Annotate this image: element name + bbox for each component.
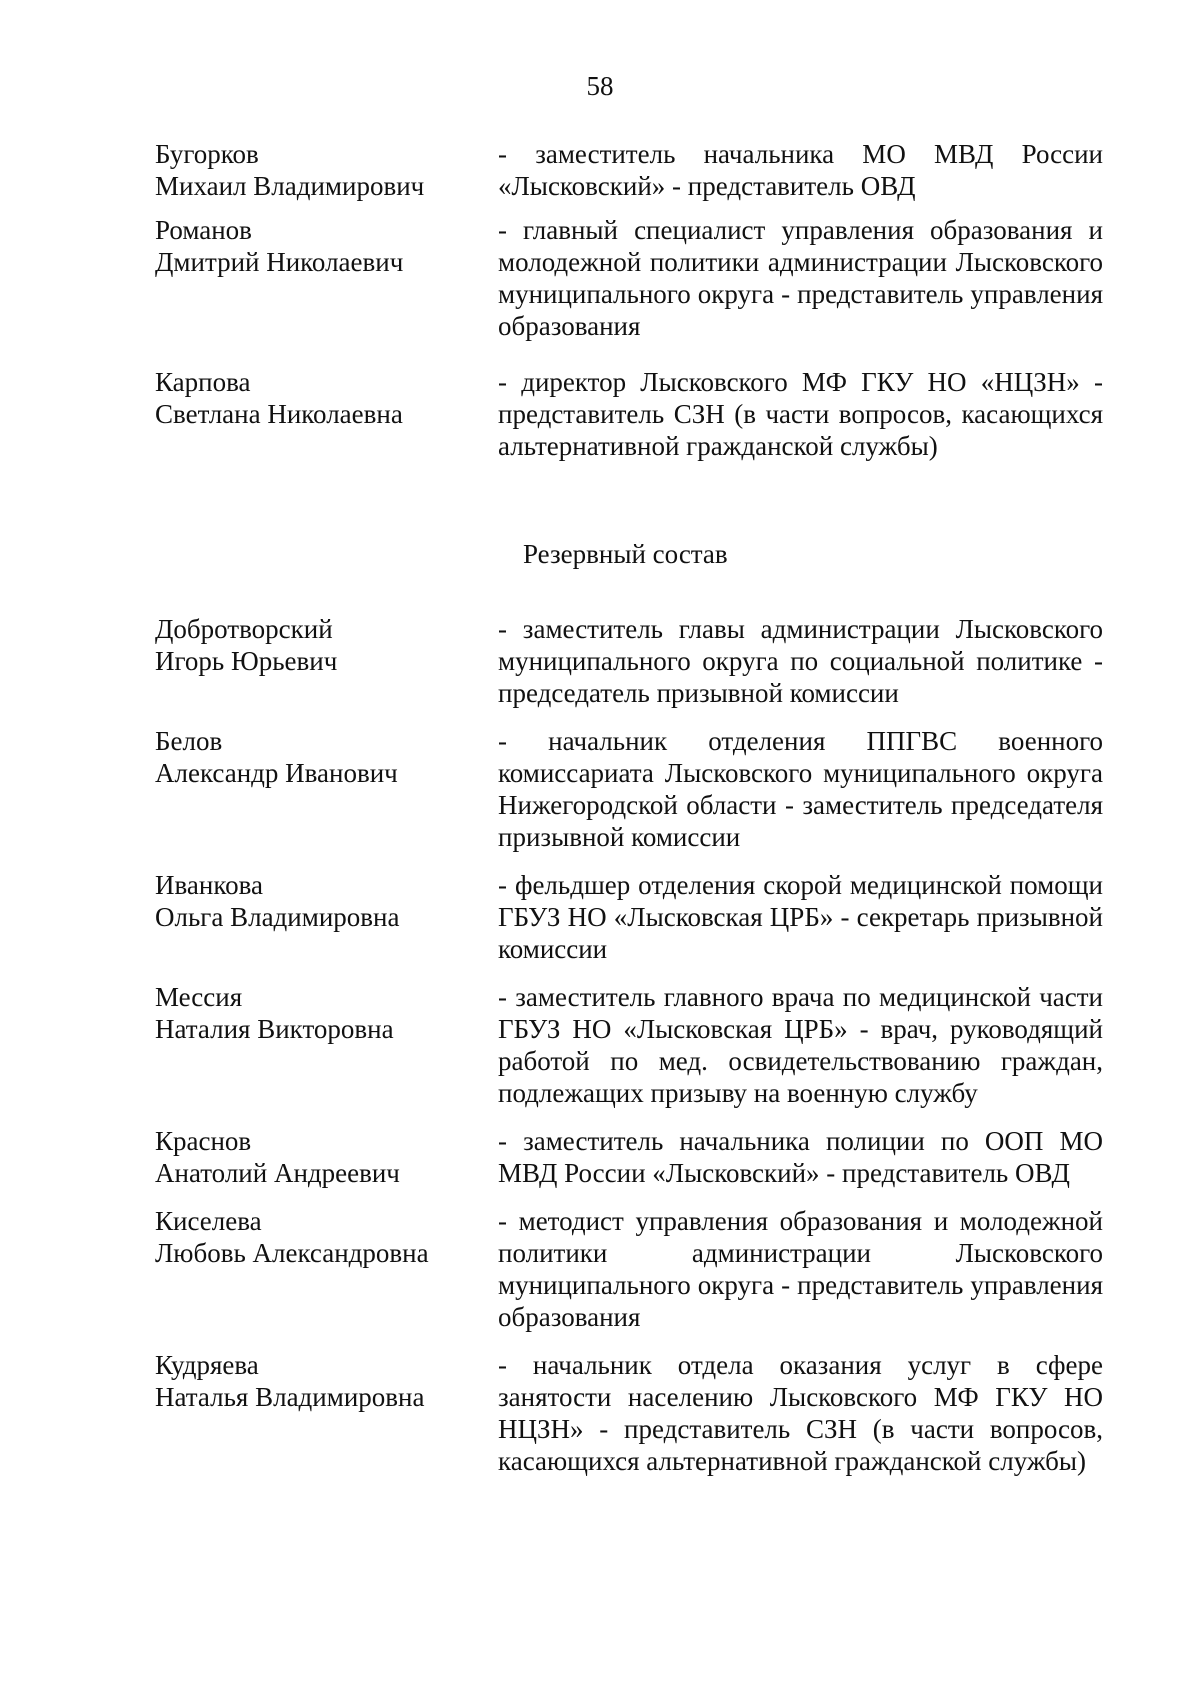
member-surname: Кудряева [155, 1350, 259, 1380]
member-entry [0, 138, 1200, 202]
member-role: - заместитель начальника МО МВД России «Лысковский» - представитель ОВД [498, 139, 1103, 201]
member-name [155, 981, 475, 1045]
member-name [155, 1205, 475, 1269]
member-given-names: Михаил Владимирович [155, 171, 425, 201]
member-entry [0, 869, 1200, 965]
member-name [155, 613, 475, 677]
member-surname: Киселева [155, 1206, 262, 1236]
member-role: - заместитель главы администрации Лысковского муниципального округа по социальной политике - председатель призывной комиссии [498, 614, 1103, 708]
member-surname: Мессия [155, 982, 243, 1012]
member-name [155, 1125, 475, 1189]
member-given-names: Наталья Владимировна [155, 1382, 425, 1412]
member-entry [0, 1205, 1200, 1333]
member-surname: Добротворский [155, 614, 333, 644]
main-members-list [0, 138, 1200, 462]
member-entry [0, 214, 1200, 342]
member-role: - директор Лысковского МФ ГКУ НО «НЦЗН» - представитель СЗН (в части вопросов, касающихся альтернативной гражданской службы) [498, 367, 1103, 461]
member-given-names: Любовь Александровна [155, 1238, 429, 1268]
member-name [155, 869, 475, 933]
member-role: - начальник отделения ППГВС военного комиссариата Лысковского муниципального округа Нижегородской области - заместитель председателя призывной комиссии [498, 726, 1103, 852]
member-name [155, 1349, 475, 1413]
member-given-names: Игорь Юрьевич [155, 646, 338, 676]
member-name [155, 725, 475, 789]
member-surname: Романов [155, 215, 252, 245]
member-entry [0, 725, 1200, 853]
member-surname: Краснов [155, 1126, 252, 1156]
member-name [155, 138, 475, 202]
member-entry [0, 1349, 1200, 1477]
member-role: - методист управления образования и молодежной политики администрации Лысковского муниципального округа - представитель управления образования [498, 1206, 1103, 1332]
member-given-names: Светлана Николаевна [155, 399, 403, 429]
member-role: - заместитель начальника полиции по ООП МО МВД России «Лысковский» - представитель ОВД [498, 1126, 1103, 1188]
member-name [155, 366, 475, 430]
member-name [155, 214, 475, 278]
reserve-heading: Резервный состав [523, 539, 728, 569]
page-number: 58 [586, 71, 614, 101]
reserve-members-list [0, 613, 1200, 1477]
member-given-names: Наталия Викторовна [155, 1014, 394, 1044]
member-role: - начальник отдела оказания услуг в сфере занятости населению Лысковского МФ ГКУ НО НЦЗН» - представитель СЗН (в части вопросов, касающихся альтернативной гражданской службы) [498, 1350, 1103, 1476]
member-entry [0, 613, 1200, 709]
member-entry [0, 1125, 1200, 1189]
member-surname: Бугорков [155, 139, 259, 169]
member-surname: Иванкова [155, 870, 263, 900]
member-role: - фельдшер отделения скорой медицинской помощи ГБУЗ НО «Лысковская ЦРБ» - секретарь призывной комиссии [498, 870, 1103, 964]
member-surname: Карпова [155, 367, 251, 397]
member-surname: Белов [155, 726, 223, 756]
member-role: - заместитель главного врача по медицинской части ГБУЗ НО «Лысковская ЦРБ» - врач, руководящий работой по мед. освидетельствованию граждан, подлежащих призыву на военную службу [498, 982, 1103, 1108]
member-given-names: Александр Иванович [155, 758, 398, 788]
member-entry [0, 981, 1200, 1109]
member-given-names: Дмитрий Николаевич [155, 247, 404, 277]
member-given-names: Анатолий Андреевич [155, 1158, 400, 1188]
member-entry [0, 366, 1200, 462]
member-given-names: Ольга Владимировна [155, 902, 400, 932]
member-role: - главный специалист управления образования и молодежной политики администрации Лысковского муниципального округа - представитель управления образования [498, 215, 1103, 341]
